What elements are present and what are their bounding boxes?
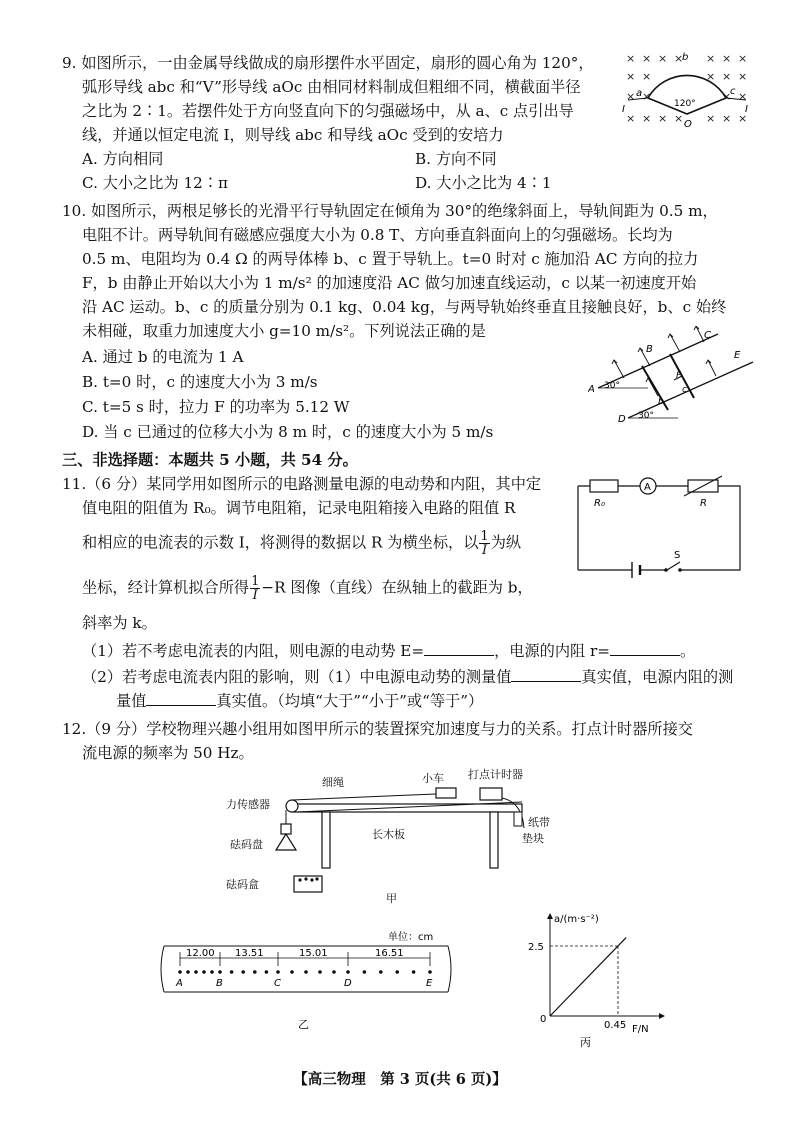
fraction-1-over-i: $\frac{1}{I}$ <box>480 529 489 558</box>
q11-part2: （2）若考虑电流表内阻的影响，则（1）中电源电动势的测量值 真实值，电源内阻的测 <box>82 668 734 686</box>
label-c: c <box>730 86 736 97</box>
label-B: B <box>646 344 653 355</box>
svg-text:砝码盒: 砝码盒 <box>226 878 259 891</box>
weight-pan-icon <box>276 834 296 850</box>
answer-blank-emf[interactable] <box>424 641 494 656</box>
tape-point-label: E <box>426 978 433 989</box>
q9-line4: 线，并通以恒定电流 I，则导线 abc 和导线 aOc 受到的安培力 <box>82 126 504 144</box>
fraction-1-over-i-2: $\frac{1}{I}$ <box>251 574 260 603</box>
series-line <box>550 938 626 1016</box>
svg-text:×: × <box>658 52 668 65</box>
q9-option-a: A. 方向相同 <box>82 150 164 168</box>
section-heading: 三、非选择题：本题共 5 小题，共 54 分。 <box>62 451 358 469</box>
tape-dot <box>346 970 350 974</box>
q9-line1: 9. 如图所示，一由金属导线做成的扇形摆件水平固定，扇形的圆心角为 120°， <box>62 54 594 72</box>
svg-text:小车: 小车 <box>422 772 444 785</box>
origin-label: 0 <box>540 1014 547 1025</box>
svg-text:R₀: R₀ <box>594 498 605 509</box>
tape-segment-label: 13.51 <box>235 948 264 959</box>
q12-figure-yi-paper-tape <box>158 926 458 1030</box>
chart-caption: 丙 <box>580 1036 591 1049</box>
svg-text:×: × <box>706 70 716 83</box>
q12-line2: 流电源的频率为 50 Hz。 <box>82 744 254 762</box>
tape-dot <box>428 970 432 974</box>
q11-line4: 坐标，经计算机拟合所得 $\frac{1}{I}$ −R 图像（直线）在纵轴上的截距为 b， <box>82 574 533 603</box>
cart-icon <box>436 788 456 798</box>
svg-text:A: A <box>644 482 651 493</box>
label-b: b <box>658 397 664 407</box>
tape-segments <box>175 948 433 989</box>
svg-text:砝码盘: 砝码盘 <box>230 838 263 851</box>
svg-text:单位：cm: 单位：cm <box>388 932 434 943</box>
svg-text:乙: 乙 <box>298 1018 309 1030</box>
svg-text:×: × <box>674 112 684 125</box>
q9-option-d: D. 大小之比为 4∶1 <box>415 174 552 192</box>
q12-line1: 12.（9 分）学校物理兴趣小组用如图甲所示的装置探究加速度与力的关系。打点计时器所接交 <box>62 720 693 738</box>
tape-point-label: C <box>274 978 281 989</box>
label-a: a <box>636 88 643 99</box>
current-right-label: I <box>745 104 748 115</box>
svg-text:×: × <box>706 52 716 65</box>
q10-line3: 0.5 m、电阻均为 0.4 Ω 的两导体棒 b、c 置于导轨上。t=0 时对 c 施加沿 AC 方向的拉力 <box>82 250 699 268</box>
svg-text:甲: 甲 <box>386 892 397 905</box>
q10-option-d: D. 当 c 已通过的位移大小为 8 m 时，c 的速度大小为 5 m/s <box>82 423 494 441</box>
tape-point-label: B <box>216 978 223 989</box>
q10-line1: 10. 如图所示，两根足够长的光滑平行导轨固定在倾角为 30°的绝缘斜面上，导轨间距为 0.5 m， <box>62 202 718 220</box>
tape-point-label: A <box>176 978 183 989</box>
label-F: F <box>676 371 682 381</box>
tape-dots <box>178 970 432 974</box>
tape-dot <box>363 970 367 974</box>
svg-text:×: × <box>722 112 732 125</box>
q11-line3: 和相应的电流表的示数 I，将测得的数据以 R 为横坐标，以 $\frac{1}{I}$ 为纵 <box>82 529 522 558</box>
svg-text:×: × <box>738 90 748 103</box>
label-o: O <box>684 119 692 130</box>
fixed-resistor-r0 <box>590 480 618 492</box>
tape-dot <box>412 970 416 974</box>
q9-option-c: C. 大小之比为 12∶π <box>82 174 228 192</box>
label-c: c <box>682 385 687 395</box>
svg-text:×: × <box>722 90 732 103</box>
q11-part2-cont: 量值 真实值。（均填“大于”“小于”或“等于”） <box>116 692 484 710</box>
tape-segment-label: 16.51 <box>375 948 404 959</box>
page-footer: 【高三物理 第 3 页(共 6 页)】 <box>293 1071 507 1088</box>
svg-text:垫块: 垫块 <box>522 832 544 845</box>
svg-text:力传感器: 力传感器 <box>226 798 270 811</box>
svg-text:×: × <box>738 112 748 125</box>
svg-text:×: × <box>706 112 716 125</box>
svg-text:打点计时器: 打点计时器 <box>468 768 523 781</box>
answer-blank-emf-compare[interactable] <box>511 667 581 682</box>
svg-text:纸带: 纸带 <box>528 816 550 829</box>
q10-line4: F，b 由静止开始以大小为 1 m/s² 的加速度沿 AC 做匀加速直线运动，c 以某一初速度开始 <box>82 274 697 292</box>
tape-dot <box>202 970 206 974</box>
q10-option-a: A. 通过 b 的电流为 1 A <box>82 348 244 366</box>
svg-text:S: S <box>674 550 681 561</box>
q11-line5: 斜率为 k。 <box>82 614 157 632</box>
q9-figure-sector-in-field <box>622 48 752 134</box>
svg-text:×: × <box>642 90 652 103</box>
q9-line2: 弧形导线 abc 和“V”形导线 aOc 由相同材料制成但粗细不同，横截面半径 <box>82 78 581 96</box>
tape-dot <box>318 970 322 974</box>
svg-text:细绳: 细绳 <box>322 776 344 789</box>
tape-dot <box>210 970 214 974</box>
svg-text:×: × <box>626 52 636 65</box>
angle-label-2: 30° <box>638 411 654 421</box>
svg-text:×: × <box>674 52 684 65</box>
tape-dot <box>186 970 190 974</box>
label-A: A <box>588 384 595 395</box>
svg-text:R: R <box>700 498 707 509</box>
q10-figure-inclined-rails <box>588 326 758 426</box>
q11-circuit-diagram <box>570 474 750 584</box>
tape-dot <box>178 970 182 974</box>
x-axis-label: F/N <box>632 1024 649 1035</box>
tape-dot <box>194 970 198 974</box>
tape-dot <box>230 970 234 974</box>
tape-dot <box>395 970 399 974</box>
answer-blank-resistance[interactable] <box>610 641 680 656</box>
svg-text:×: × <box>642 112 652 125</box>
tape-dot <box>304 970 308 974</box>
tape-segment-label: 15.01 <box>299 948 328 959</box>
q11-line2: 值电阻的阻值为 R₀。调节电阻箱，记录电阻箱接入电路的阻值 R <box>82 499 516 517</box>
svg-text:×: × <box>642 70 652 83</box>
q9-line3: 之比为 2∶1。若摆件处于方向竖直向下的匀强磁场中，从 a、c 点引出导 <box>82 102 574 120</box>
svg-text:×: × <box>626 90 636 103</box>
timer-icon <box>480 788 502 800</box>
tape-segment-label: 12.00 <box>186 948 215 959</box>
q11-part1: （1）若不考虑电流表的内阻，则电源的电动势 E= ，电源的内阻 r= 。 <box>82 642 696 660</box>
svg-text:×: × <box>722 52 732 65</box>
q12-chart-bing <box>520 910 670 1050</box>
q10-line6: 未相碰，取重力加速度大小 g=10 m/s²。下列说法正确的是 <box>82 322 486 340</box>
q10-option-b: B. t=0 时，c 的速度大小为 3 m/s <box>82 373 318 391</box>
tape-dot <box>218 970 222 974</box>
force-sensor-icon <box>281 824 291 834</box>
svg-text:×: × <box>642 52 652 65</box>
angle-label-1: 30° <box>604 381 620 391</box>
tape-dot <box>332 970 336 974</box>
current-left-label: I <box>622 104 625 115</box>
label-C: C <box>704 330 711 341</box>
q11-line1: 11.（6 分）某同学用如图所示的电路测量电源的电动势和内阻，其中定 <box>62 475 542 493</box>
answer-blank-r-compare[interactable] <box>146 691 216 706</box>
q9-option-b: B. 方向不同 <box>415 150 497 168</box>
q10-option-c: C. t=5 s 时，拉力 F 的功率为 5.12 W <box>82 398 350 416</box>
tape-dot <box>290 970 294 974</box>
tape-dot <box>379 970 383 974</box>
angle-label: 120° <box>674 99 696 109</box>
label-b: b <box>682 52 689 63</box>
tape-dot <box>241 970 245 974</box>
q10-line5: 沿 AC 运动。b、c 的质量分别为 0.1 kg、0.04 kg，与两导轨始终垂直且接触良好，b、c 始终 <box>82 298 727 316</box>
y-axis-label: a/(m·s⁻²) <box>554 914 599 925</box>
svg-text:×: × <box>626 112 636 125</box>
tape-point-label: D <box>344 978 352 989</box>
pulley-icon <box>286 800 298 812</box>
svg-text:×: × <box>722 70 732 83</box>
tape-dot <box>265 970 269 974</box>
tape-dot <box>253 970 257 974</box>
q10-line2: 电阻不计。两导轨间有磁感应强度大小为 0.8 T、方向垂直斜面向上的匀强磁场。长均为 <box>82 226 673 244</box>
svg-text:×: × <box>626 70 636 83</box>
x-tick-label: 0.45 <box>604 1020 627 1031</box>
switch-icon <box>667 562 680 570</box>
tape-dot <box>276 970 280 974</box>
label-E: E <box>734 350 741 361</box>
svg-text:×: × <box>738 52 748 65</box>
svg-text:×: × <box>738 70 748 83</box>
svg-text:×: × <box>658 112 668 125</box>
label-D: D <box>618 414 626 425</box>
q12-figure-jia-apparatus <box>222 768 552 906</box>
svg-text:长木板: 长木板 <box>372 828 405 841</box>
y-tick-label: 2.5 <box>528 942 544 953</box>
